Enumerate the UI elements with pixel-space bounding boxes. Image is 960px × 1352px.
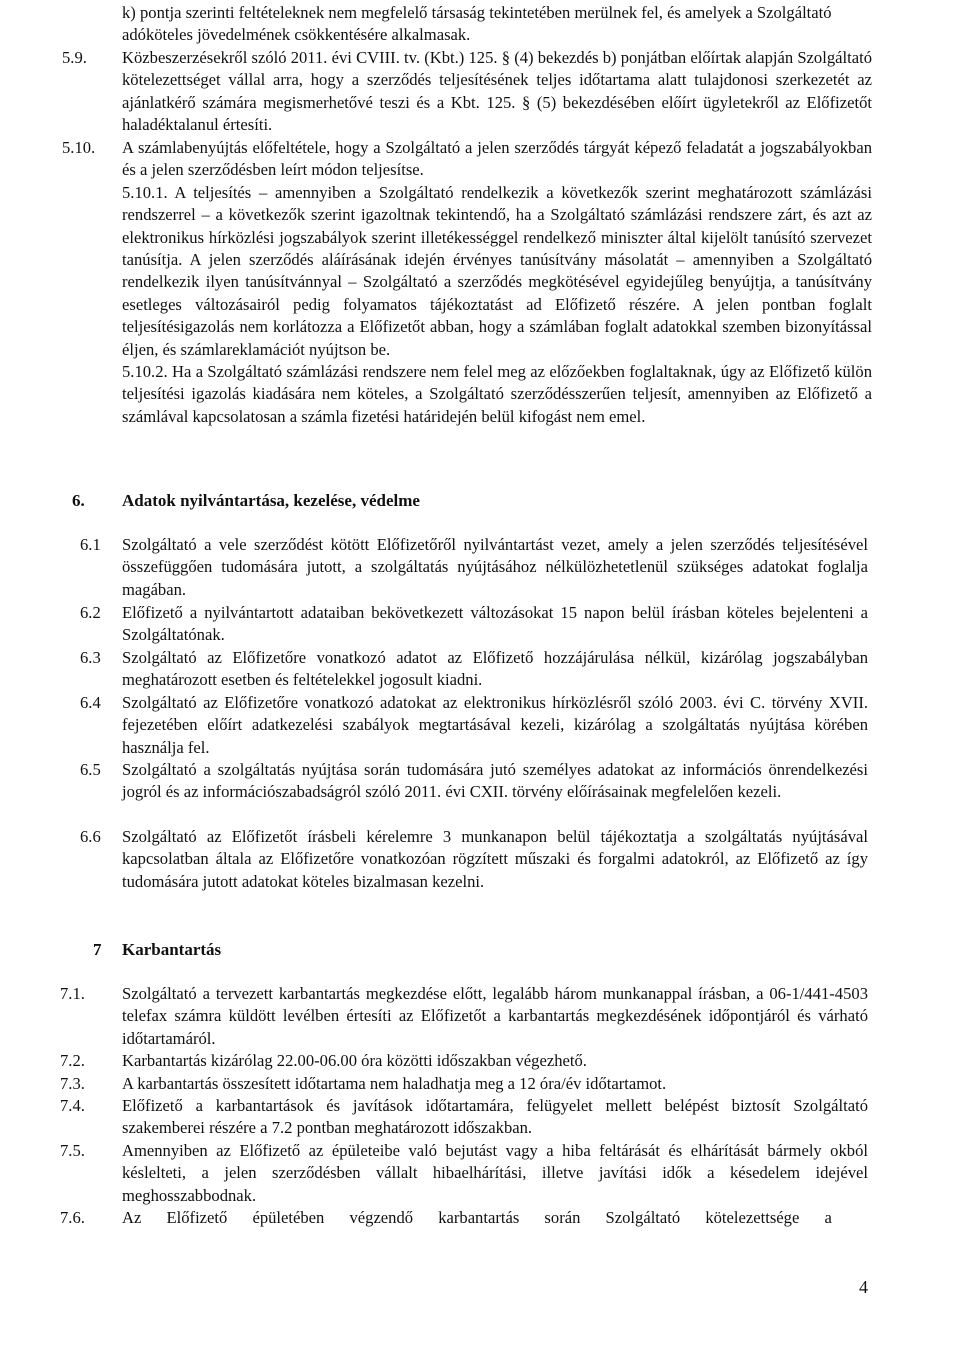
item-text: Szolgáltató az Előfizetőt írásbeli kérelemre 3 munkanapon belül tájékoztatja a szolgáltatás nyújtásával kapcsolatban általa az Előfizetőre vonatkozóan rögzített műszaki és forgalmi adatokról, az Előfizető az így tudomására jutott adatokat köteles bizalmasan kezelni.: [122, 827, 868, 891]
section-title: Karbantartás: [122, 940, 222, 959]
item-text: Szolgáltató az Előfizetőre vonatkozó adatot az Előfizető hozzájárulása nélkül, kizárólag jogszabályban meghatározott esetben és feltételekkel jogosult kiadni.: [122, 648, 868, 690]
item-number: 7.3.: [60, 1074, 85, 1093]
section-number: 6.: [72, 491, 85, 510]
item-text: Közbeszerzésekről szóló 2011. évi CVIII. tv. (Kbt.) 125. § (4) bekezdés b) ponjátban előírtak alapján Szolgáltató kötelezettséget vállal arra, hogy a szerződés teljesítésének teljes időtartama alatt tulajdonosi szerkezetét az ajánlatkérő számára megismerhetővé teszi és a Kbt. 125. § (5) bekezdésében előírt ügyletekről az Előfizetőt haladéktalanul értesíti.: [122, 48, 872, 135]
item-number: 6.5: [80, 760, 101, 779]
item-number: 7.4.: [60, 1096, 85, 1115]
item-number: 6.2: [80, 603, 101, 622]
item-text: Szolgáltató a vele szerződést kötött Előfizetőről nyilvántartást vezet, amely a jelen szerződés teljesítésével összefüggően tudomására jutott, a szolgáltatás nyújtásához nélkülözhetetlenül szükséges adatokat foglalja magában.: [122, 535, 868, 599]
item-text: Szolgáltató a szolgáltatás nyújtása során tudomására jutó személyes adatokat az információs önrendelkezési jogról és az információszabadságról szóló 2011. évi CXII. törvény előírásainak megfelelően kezeli.: [122, 760, 868, 802]
continuation-paragraph: k) pontja szerinti feltételeknek nem megfelelő társaság tekintetében merülnek fel, és amelyek a Szolgáltató adóköteles jövedelmének csökkentésére alkalmasak.: [122, 3, 832, 45]
page-number: 4: [859, 1277, 868, 1297]
item-number: 7.6.: [60, 1208, 85, 1227]
item-number: 6.1: [80, 535, 101, 554]
section-title: Adatok nyilvántartása, kezelése, védelme: [122, 491, 420, 510]
item-number: 5.9.: [62, 48, 87, 67]
item-text: Előfizető a karbantartások és javítások időtartamára, felügyelet mellett belépést biztosít Szolgáltató szakemberei részére a 7.2 pontban meghatározott időszakban.: [122, 1096, 868, 1138]
item-number: 6.3: [80, 648, 101, 667]
item-text: Szolgáltató az Előfizetőre vonatkozó adatokat az elektronikus hírközlésről szóló 2003. évi C. törvény XVII. fejezetében előírt adatkezelési szabályok megtartásával kezeli, kizárólag a szolgáltatás nyújtása körében használja fel.: [122, 693, 868, 757]
item-text-intro: A számlabenyújtás előfeltétele, hogy a Szolgáltató a jelen szerződés tárgyát képező feladatát a jogszabályokban és a jelen szerződésben leírt módon teljesítse.: [122, 138, 872, 180]
item-number: 7.2.: [60, 1051, 85, 1070]
item-text: Szolgáltató a tervezett karbantartás megkezdése előtt, legalább három munkanappal írásban, a 06-1/441-4503 telefax számra küldött levélben értesíti az Előfizetőt a karbantartás megkezdésének időpontjáról és várható időtartamáról.: [122, 984, 868, 1048]
item-text: Amennyiben az Előfizető az épületeibe való bejutást vagy a hiba feltárását és elhárítását bármely okból késlelteti, a jelen szerződésben vállalt hibaelhárítási, illetve javítási idők a késedelem idejével meghosszabbodnak.: [122, 1141, 868, 1205]
item-number: 6.4: [80, 693, 101, 712]
subitem-text: 5.10.2. Ha a Szolgáltató számlázási rendszere nem felel meg az előzőekben foglaltaknak, úgy az Előfizető külön teljesítési igazolás kiadására nem köteles, a Szolgáltató szerződésszerűen teljesít, amennyiben az Előfizető a számlával kapcsolatosan a számla fizetési határidején belül kifogást nem emel.: [122, 362, 872, 426]
item-text: Karbantartás kizárólag 22.00-06.00 óra közötti időszakban végezhető.: [122, 1051, 587, 1070]
item-number: 7.5.: [60, 1141, 85, 1160]
item-text: [122, 137, 872, 428]
subitem-text: 5.10.1. A teljesítés – amennyiben a Szolgáltató rendelkezik a következők szerint meghatározott számlázási rendszerrel – a következők szerint igazoltnak tekintendő, ha a Szolgáltató számlázási rendszere zárt, és azt az elektronikus hírközlési jogszabályok szerint illetékességgel rendelkező miniszter által kijelölt tanúsító szervezet tanúsítja. A jelen szerződés aláírásának idején érvényes tanúsítvány másolatát – amennyiben a Szolgáltató rendelkezik ilyen tanúsítvánnyal – Szolgáltató a szerződés megkötésével egyidejűleg benyújtja, a tanúsítvány esetleges változásairól pedig folyamatos tájékoztatást ad Előfizető részére. A jelen pontban foglalt teljesítésigazolás nem korlátozza a Előfizetőt abban, hogy a számlában foglalt adatokkal szemben bizonyítással éljen, és számlareklamációt nyújtson be.: [122, 182, 872, 359]
section-number: 7: [93, 940, 102, 959]
item-text: Előfizető a nyilvántartott adataiban bekövetkezett változásokat 15 napon belül írásban köteles bejelenteni a Szolgáltatónak.: [122, 603, 868, 645]
item-number: 7.1.: [60, 984, 85, 1003]
item-number: 6.6: [80, 827, 101, 846]
item-number: 5.10.: [62, 138, 96, 157]
item-text: A karbantartás összesített időtartama nem haladhatja meg a 12 óra/év időtartamot.: [122, 1074, 667, 1093]
item-text: Az Előfizető épületében végzendő karbantartás során Szolgáltató kötelezettsége a: [122, 1208, 832, 1227]
